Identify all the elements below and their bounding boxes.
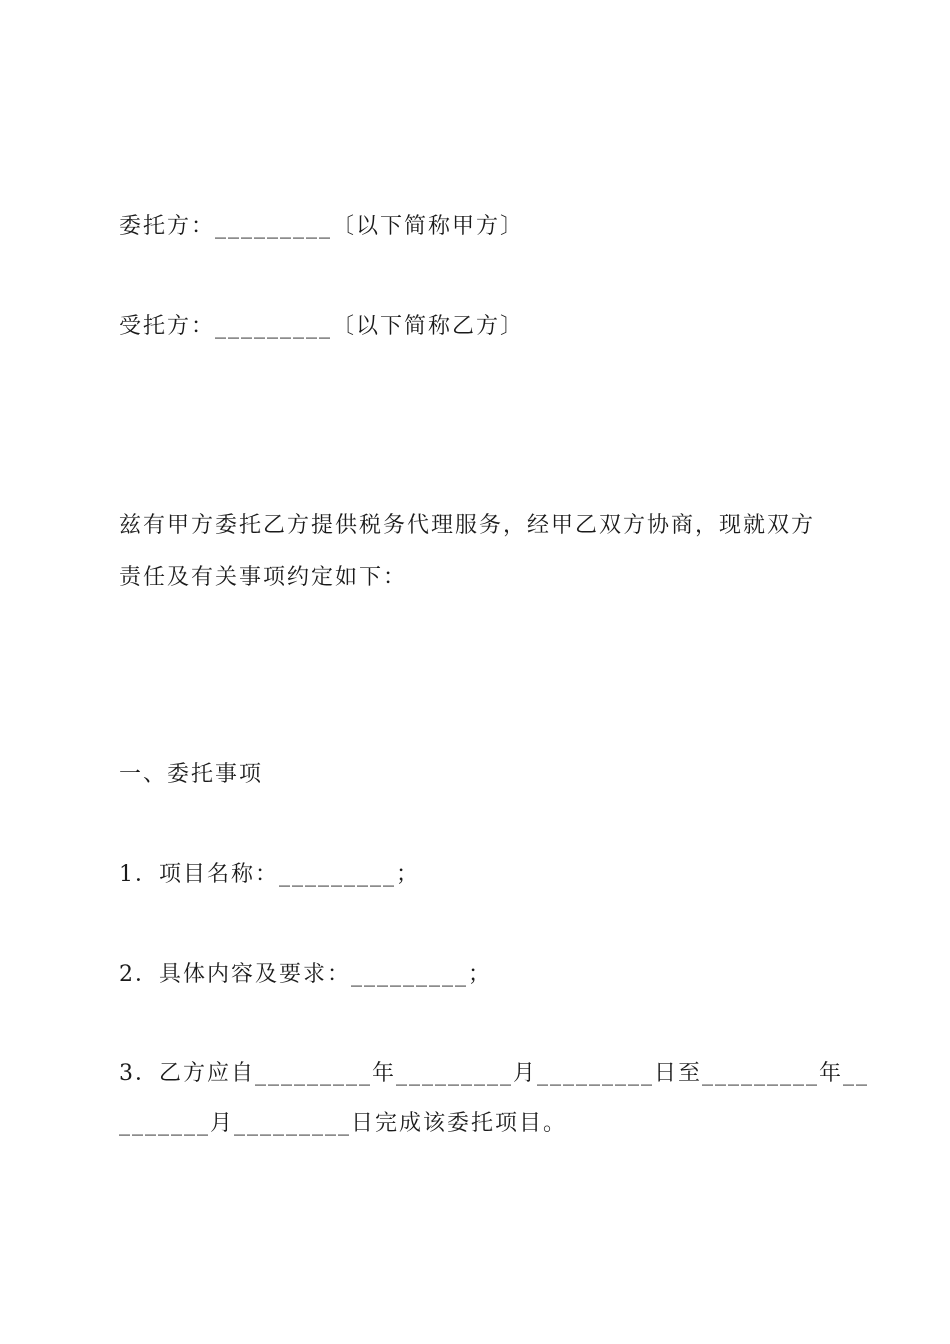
agent-party-line: 受托方：_________〔以下简称乙方〕 [119, 314, 525, 339]
item-completion-period-line-1: 3．乙方应自_________年_________月_________日至_________年__ [119, 1061, 869, 1086]
item-project-name: 1．项目名称：_________； [119, 862, 420, 887]
item-completion-period-line-2: _______月_________日完成该委托项目。 [119, 1111, 568, 1136]
client-party-line: 委托方：_________〔以下简称甲方〕 [119, 214, 525, 239]
section-heading-entrusted-matters: 一、委托事项 [119, 762, 264, 787]
item-content-requirements: 2．具体内容及要求：_________； [119, 962, 492, 987]
intro-paragraph-line-1: 兹有甲方委托乙方提供税务代理服务，经甲乙双方协商，现就双方 [119, 513, 816, 538]
intro-paragraph-line-2: 责任及有关事项约定如下： [119, 565, 408, 590]
